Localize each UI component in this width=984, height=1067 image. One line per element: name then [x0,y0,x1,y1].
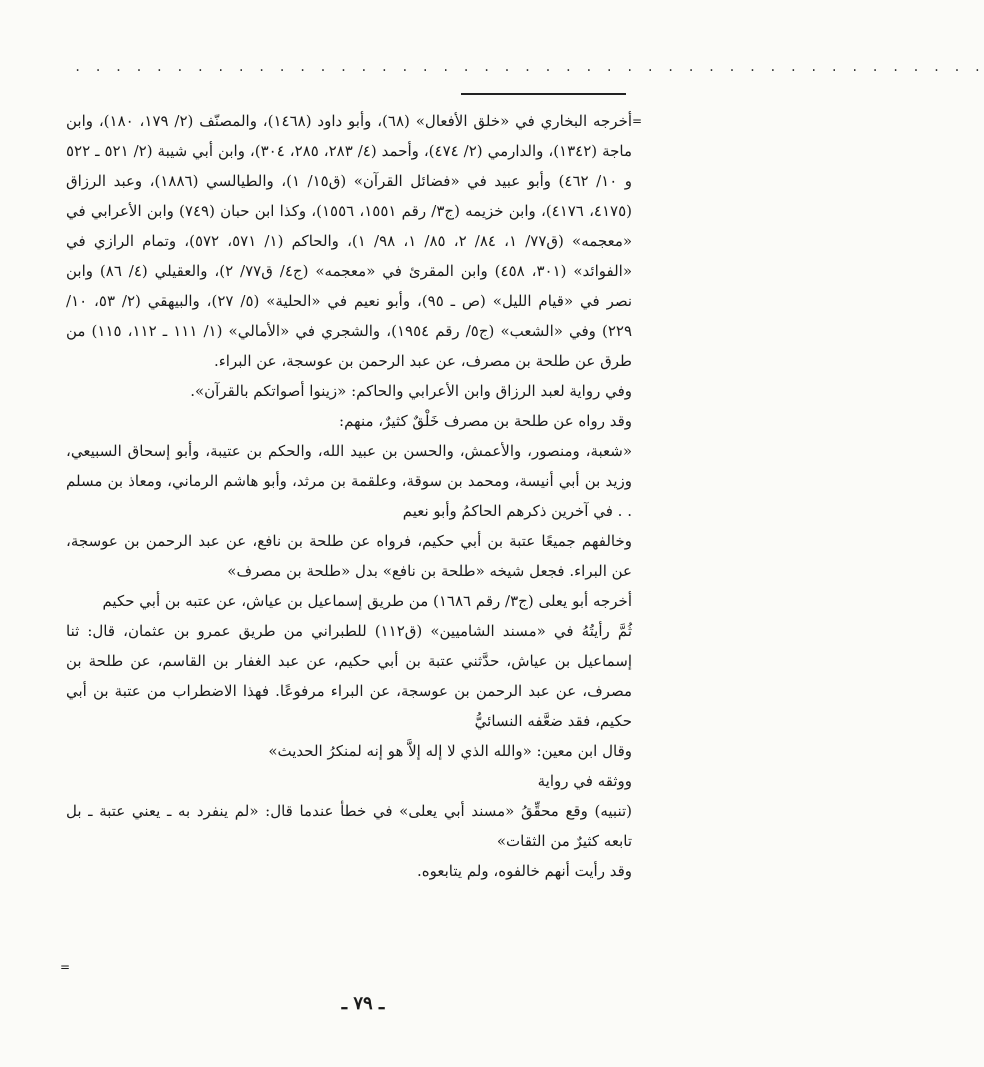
paragraph-variant: وفي رواية لعبد الرزاق وابن الأعرابي والحاكم: «زينوا أصواتكم بالقرآن». [190,382,632,400]
paragraph-opposition: وخالفهم جميعًا عتبة بن أبي حكيم، فرواه عن طلحة بن نافع، عن عبد الرحمن بن عوسجة، عن البراء. فجعل شيخه «طلحة بن نافع» بدل «طلحة بن مصرف» [66,532,632,580]
paragraph-narrators-list: «شعبة، ومنصور، والأعمش، والحسن بن عبيد الله، والحكم بن عتيبة، وأبو إسحاق السبيعي، وزيد بن أبي أنيسة، ومحمد بن سوقة، وعلقمة بن مرثد، وأبو هاشم الرماني، ومعاذ بن مسلم . . في آخرين ذكرهم الحاكمُ وأبو نعيم [66,442,632,520]
footnote-separator [461,93,626,95]
paragraph-abu-yala: أخرجه أبو يعلى (ج٣/ رقم ١٦٨٦) من طريق إسماعيل بن عياش، عن عتبه بن أبي حكيم [102,592,632,610]
top-dotted-border: . . . . . . . . . . . . . . . . . . . . . . . . . . . . . . . . . . . . . . . . . . . . . [74,60,984,74]
margin-mark-bottom: = [60,960,71,974]
page-number: ـ ٧٩ ـ [341,993,385,1014]
margin-mark-top: = [631,114,642,128]
paragraph-shamiyyin: ثُمَّ رأيتُهُ في «مسند الشاميين» (ق١١٢) للطبراني من طريق عمرو بن عثمان، قال: ثنا إسماعيل بن عياش، حدَّثني عتبة بن أبي حكيم، عن عبد الغفار بن القاسم، عن طلحة بن مصرف، عن عبد الرحمن بن عوسجة، عن البراء مرفوعًا. فهذا الاضطراب من عتبة بن أبي حكيم، فقد ضعَّفه النسائيُّ [66,622,632,730]
paragraph-tawthiq: ووثقه في رواية [537,772,632,790]
footnote-body [66,106,632,886]
paragraph-tanbih: (تنبيه) وقع محقِّقُ «مسند أبي يعلى» في خطأ عندما قال: «لم ينفرد به ـ يعني عتبة ـ بل تابعه كثيرٌ من الثقات» [66,802,632,850]
paragraph-takhrij: أخرجه البخاري في «خلق الأفعال» (٦٨)، وأبو داود (١٤٦٨)، والمصنّف (٢/ ١٧٩، ١٨٠)، وابن ماجة (١٣٤٢)، والدارمي (٢/ ٤٧٤)، وأحمد (٤/ ٢٨٣، ٢٨٥، ٣٠٤)، وابن أبي شيبة (٢/ ٥٢١ ـ ٥٢٢ و ١٠/ ٤٦٢) وأبو عبيد في «فضائل القرآن» (ق١٥/ ١)، والطيالسي (١٨٨٦)، وعبد الرزاق (٤١٧٥، ٤١٧٦)، وابن خزيمه (ج٣/ رقم ١٥٥١، ١٥٥٦)، وكذا ابن حبان (٧٤٩) وابن الأعرابي في «معجمه» (ق٧٧/ ١، ٨٤/ ٢، ٨٥/ ١، ٩٨/ ١)، والحاكم (١/ ٥٧١، ٥٧٢)، وتمام الرازي في «الفوائد» (٣٠١، ٤٥٨) وابن المقرئ في «معجمه» (ج٤/ ق٧٧/ ٢)، والعقيلي (٤/ ٨٦) وابن نصر في «قيام الليل» (ص ـ ٩٥)، وأبو نعيم في «الحلية» (٥/ ٢٧)، والبيهقي (٢/ ٥٣، ١٠/ ٢٢٩) وفي «الشعب» (ج٥/ رقم ١٩٥٤)، والشجري في «الأمالي» (١/ ١١١ ـ ١١٢، ١١٥) من طرق عن طلحة بن مصرف، عن عبد الرحمن بن عوسجة، عن البراء. [66,112,633,370]
paragraph-conclusion: وقد رأيت أنهم خالفوه، ولم يتابعوه. [417,862,632,880]
paragraph-narrators-intro: وقد رواه عن طلحة بن مصرف خَلْقٌ كثيرٌ، منهم: [339,412,632,430]
paragraph-ibn-main: وقال ابن معين: «والله الذي لا إله إلاَّ هو إنه لمنكرُ الحديث» [268,742,632,760]
